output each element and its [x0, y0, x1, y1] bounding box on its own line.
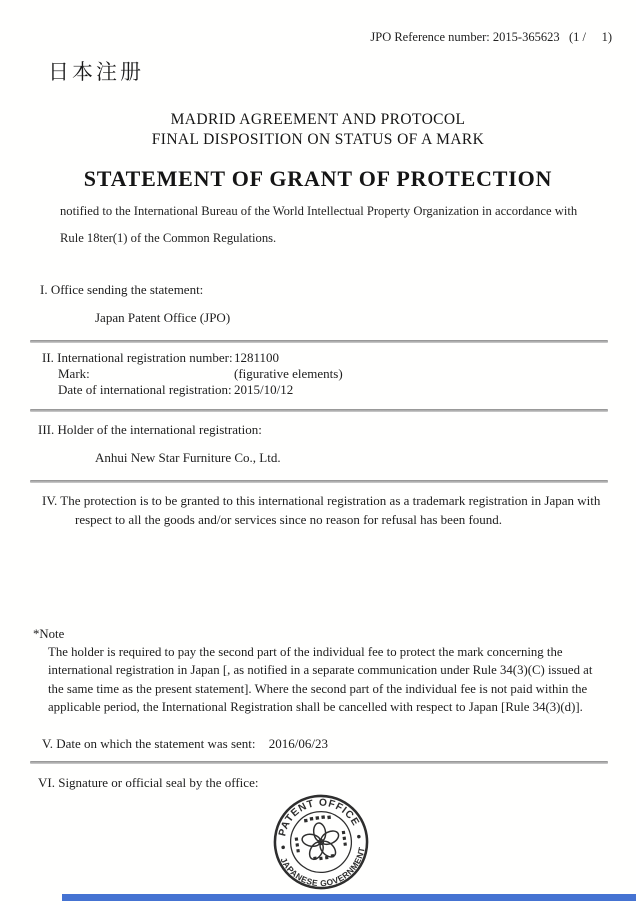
section-4-paragraph: IV. The protection is to be granted to this international registration as a trademark registration in Japan with respect to all the goods and/or services since no reason for refusal has been found.	[42, 493, 601, 527]
seal-left-dot-icon	[281, 845, 285, 849]
mark-label: Mark:	[58, 365, 90, 381]
separator-line	[30, 409, 608, 412]
svg-text:PATENT OFFICE	[273, 792, 362, 839]
separator-line	[30, 480, 608, 483]
section-2-table	[42, 351, 343, 397]
section-1-value: Japan Patent Office (JPO)	[95, 310, 231, 325]
title-line-1: MADRID AGREEMENT AND PROTOCOL	[170, 111, 466, 128]
cjk-annotation: 日本注册	[48, 60, 144, 84]
registration-number-label: II. International registration number:	[42, 350, 233, 365]
section-3-heading: III. Holder of the international registration:	[38, 422, 262, 437]
section-6-heading: VI. Signature or official seal by the office:	[38, 775, 259, 790]
section-1-heading: I. Office sending the statement:	[40, 282, 204, 297]
section-5-row	[42, 736, 328, 752]
statement-sent-date: 2016/06/23	[268, 736, 328, 751]
intro-paragraph: notified to the International Bureau of the World Intellectual Property Organization in accordance with Rule 18ter(1) of the Common Regulations.	[60, 204, 578, 245]
patent-office-seal-icon	[266, 787, 377, 898]
jpo-reference-number: JPO Reference number: 2015-365623 (1 / 1)	[370, 30, 612, 44]
statement-sent-label: V. Date on which the statement was sent:	[42, 736, 256, 751]
title-line-2: FINAL DISPOSITION ON STATUS OF A MARK	[151, 131, 485, 148]
mark-value: (figurative elements)	[234, 365, 343, 381]
registration-number-value: 1281100	[234, 350, 280, 365]
seal-top-text: PATENT OFFICE	[277, 797, 362, 838]
seal-bottom-text: JAPANESE GOVERNMENT	[278, 846, 367, 889]
separator-line	[30, 761, 608, 764]
registration-date-label: Date of international registration:	[58, 381, 232, 397]
title-block	[0, 110, 636, 192]
official-seal	[266, 787, 377, 898]
seal-right-dot-icon	[357, 835, 361, 839]
holder-name: Anhui New Star Furniture Co., Ltd.	[95, 450, 281, 465]
separator-line	[30, 340, 608, 343]
document-title: STATEMENT OF GRANT OF PROTECTION	[83, 166, 553, 191]
bottom-blue-line	[62, 894, 636, 901]
registration-date-value: 2015/10/12	[234, 381, 294, 397]
note-paragraph: The holder is required to pay the second part of the individual fee to protect the mark concerning the international registration in Japan [, as notified in a separate communication under Rule 34(3)(C) issued at the same time as the present statement]. Where the second part of the individual fee is not paid within the applicable period, the International Registration shall be cancelled with respect to Japan [Rule 34(3)(d)].	[48, 645, 593, 715]
note-heading: *Note	[33, 627, 65, 641]
